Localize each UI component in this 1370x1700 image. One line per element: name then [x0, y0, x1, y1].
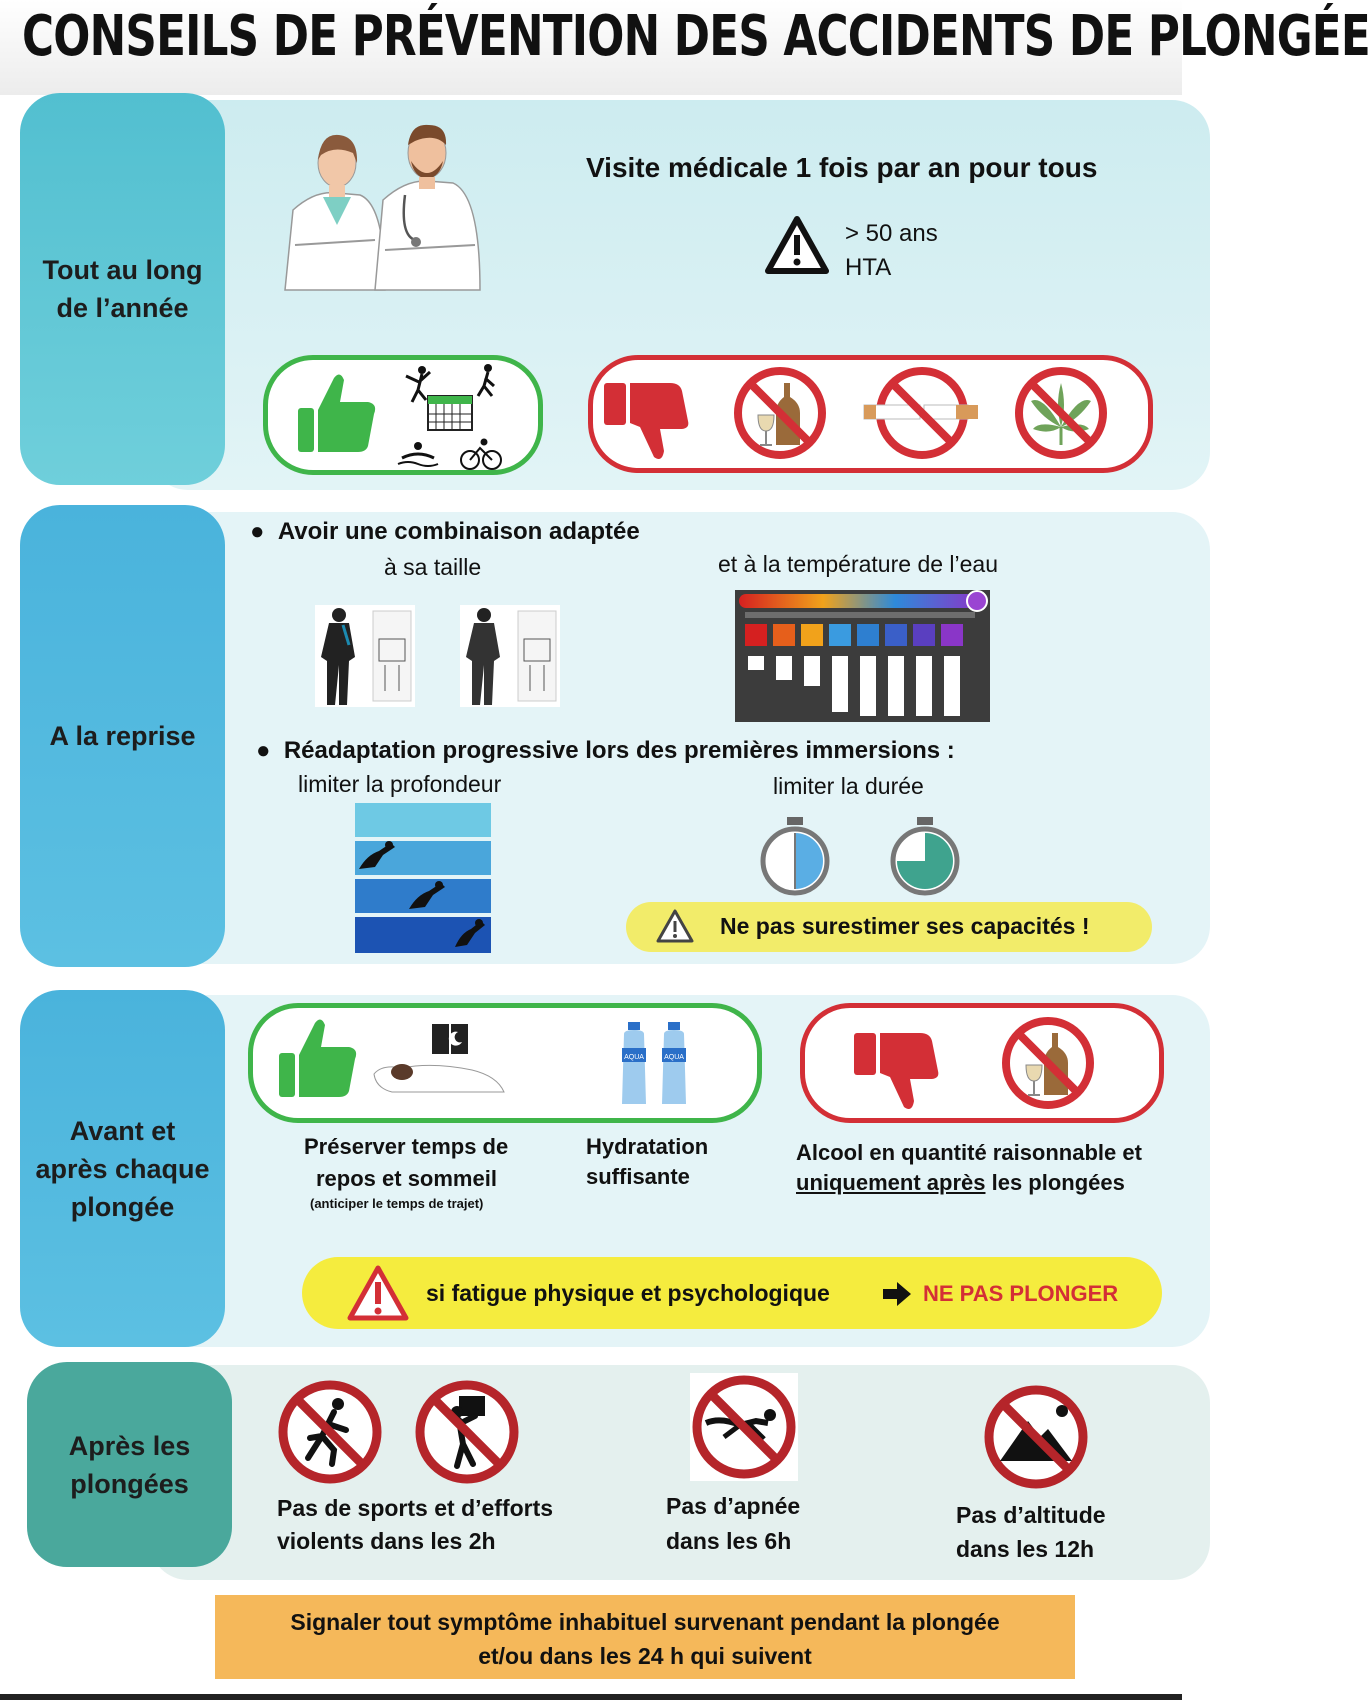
no-altitude-text-2: dans les 12h: [956, 1536, 1095, 1562]
doctors-illustration: [275, 115, 485, 290]
warning-hta: HTA: [845, 254, 892, 281]
medical-visit-text: Visite médicale 1 fois par an pour tous: [586, 152, 1098, 183]
section-resume-label: A la reprise: [20, 505, 225, 967]
warning-icon-red: [346, 1264, 410, 1322]
arrow-right-icon: [883, 1282, 911, 1306]
rest-text-2: repos et sommeil: [316, 1166, 497, 1191]
no-sport-text-1: Pas de sports et d’efforts: [277, 1495, 554, 1521]
thumbs-down-icon-2: [850, 1027, 942, 1113]
no-alcohol-icon-2: [1000, 1015, 1096, 1111]
warning-icon: [764, 215, 830, 275]
bottom-divider: [0, 1694, 1182, 1700]
limit-duration-text: limiter la durée: [773, 773, 924, 799]
bullet-readaptation: ● Réadaptation progressive lors des premières immersions :: [256, 737, 955, 764]
page-title: CONSEILS DE PRÉVENTION DES ACCIDENTS DE PLONGÉE: [22, 4, 1370, 69]
sleep-icon: [372, 1022, 507, 1102]
symptom-text-2: et/ou dans les 24 h qui suivent: [478, 1643, 812, 1669]
no-altitude-icon: [982, 1383, 1090, 1491]
stopwatch-icon-2: [888, 815, 962, 897]
no-altitude-text-1: Pas d’altitude: [956, 1502, 1106, 1528]
section-after-label: Après les plongées: [27, 1362, 232, 1567]
depth-gradient: [355, 803, 491, 953]
symptom-text-1: Signaler tout symptôme inhabituel survenant pendant la plongée: [290, 1609, 1000, 1635]
no-apnea-icon: [690, 1373, 798, 1481]
rest-note: (anticiper le temps de trajet): [310, 1196, 484, 1211]
limit-depth-text: limiter la profondeur: [298, 771, 502, 797]
thumbs-up-icon: [294, 370, 378, 456]
hydration-text-2: suffisante: [586, 1164, 690, 1189]
no-apnea-text-2: dans les 6h: [666, 1528, 792, 1554]
no-sport-text-2: violents dans les 2h: [277, 1528, 496, 1554]
warning-age: > 50 ans: [845, 220, 938, 247]
wetsuit-icon-2: [460, 605, 560, 707]
no-smoking-icon: [862, 365, 982, 461]
no-carrying-icon: [413, 1378, 521, 1486]
section-before-after-label: Avant et après chaque plongée: [20, 990, 225, 1347]
rest-text-1: Préserver temps de: [304, 1134, 509, 1159]
stopwatch-icon: [758, 815, 832, 897]
overestimate-text: Ne pas surestimer ses capacités !: [720, 913, 1090, 939]
aqua-label-2: AQUA: [664, 1054, 684, 1061]
no-alcohol-icon: [732, 365, 828, 461]
hydration-text-1: Hydratation: [586, 1134, 709, 1159]
water-bottle-icon: [618, 1020, 698, 1106]
wetsuit-size-text: à sa taille: [384, 554, 482, 580]
thumbs-down-icon: [600, 377, 692, 463]
fatigue-text: si fatigue physique et psychologique: [426, 1280, 830, 1306]
title-bar: [0, 0, 1370, 95]
alcohol-text-2: uniquement après les plongées: [796, 1170, 1125, 1195]
no-cannabis-icon: [1013, 365, 1109, 461]
no-running-icon: [276, 1378, 384, 1486]
aqua-label: AQUA: [624, 1054, 644, 1061]
temperature-chart: [735, 590, 990, 722]
bullet-wetsuit: ● Avoir une combinaison adaptée: [250, 518, 640, 545]
no-apnea-text-1: Pas d’apnée: [666, 1493, 801, 1519]
thumbs-up-icon-2: [275, 1015, 359, 1101]
alcohol-text-1: Alcool en quantité raisonnable et: [796, 1140, 1142, 1165]
section-year-label: Tout au long de l’année: [20, 93, 225, 485]
no-dive-text: NE PAS PLONGER: [923, 1281, 1119, 1306]
wetsuit-icon: [315, 605, 415, 707]
sports-calendar-icon: [398, 362, 498, 470]
warning-icon-small: [655, 908, 695, 944]
wetsuit-temp-text: et à la température de l’eau: [718, 551, 999, 577]
